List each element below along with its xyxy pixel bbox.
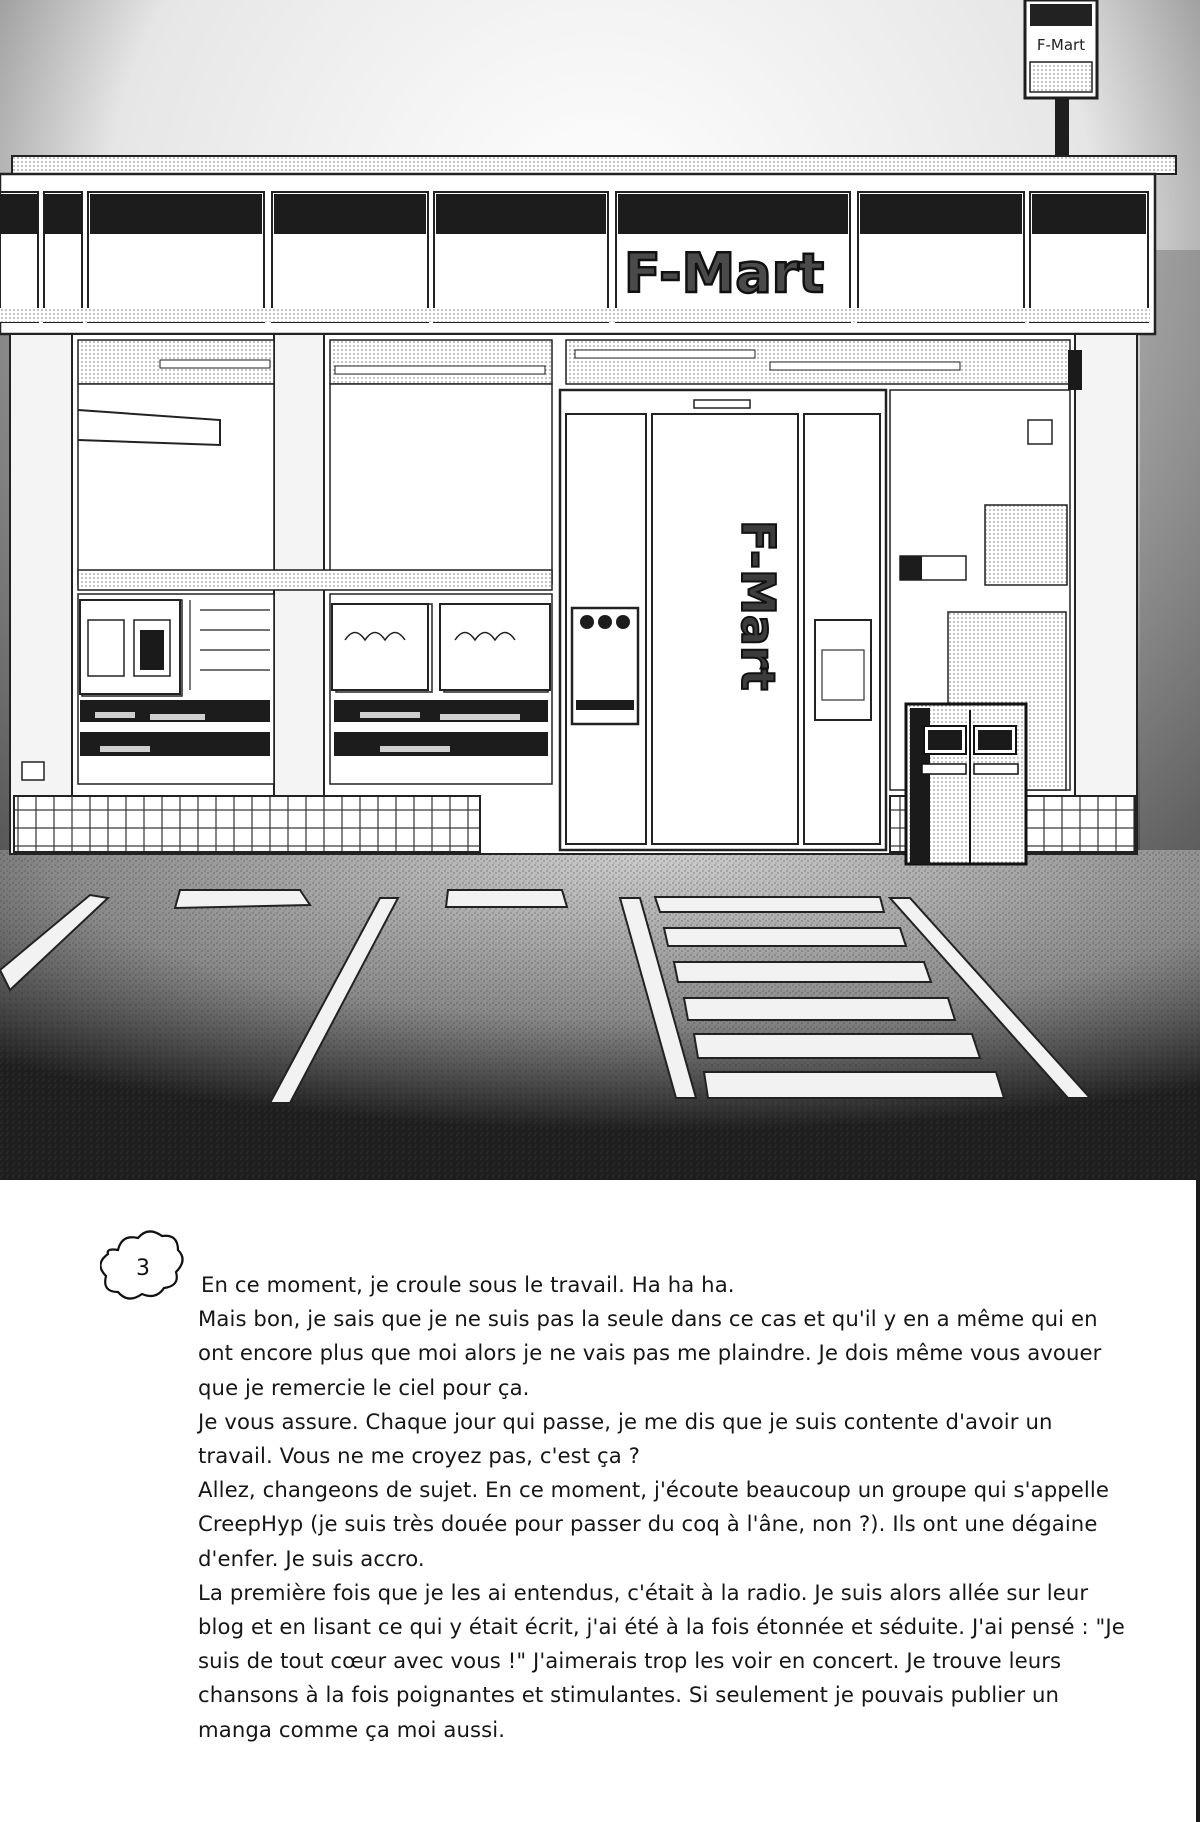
door-sign-text: F-Mart [731,520,785,691]
pole-sign-text: F-Mart [1036,36,1086,54]
store-sign-text: F-Mart [623,242,825,305]
page-border [1196,1180,1200,1822]
note-number: 3 [136,1255,150,1281]
note-paragraph: Mais bon, je sais que je ne suis pas la seule dans ce cas et qu'il y en a même qui en ont encore plus que moi alors je ne vais pas me plaindre. Je dois même vous avouer que je remercie le ciel pour ça. [198,1306,1102,1400]
note-paragraph: En ce moment, je croule sous le travail. Ha ha ha. [201,1272,735,1297]
author-note [198,1268,1128,1747]
note-paragraph: Je vous assure. Chaque jour qui passe, je me dis que je suis contente d'avoir un travail. Vous ne me croyez pas, c'est ça ? [198,1408,1053,1469]
note-number-badge [100,1228,186,1308]
note-paragraph: Allez, changeons de sujet. En ce moment, j'écoute beaucoup un groupe qui s'appelle CreepHyp (je suis très douée pour passer du coq à l'âne, non ?). Ils ont une dégaine d'enfer. Je suis accro. [198,1477,1110,1571]
note-paragraph: La première fois que je les ai entendus, c'était à la radio. Je suis alors allée sur leur blog et en lisant ce qui y était écrit, j'ai été à la fois étonnée et séduite. J'ai pensé : "Je suis de tout cœur avec vous !" J'aimerais trop les voir en concert. Je trouve leurs chansons à la fois poignantes et stimulantes. Si seulement je pouvais publier un manga comme ça moi aussi. [198,1579,1125,1742]
